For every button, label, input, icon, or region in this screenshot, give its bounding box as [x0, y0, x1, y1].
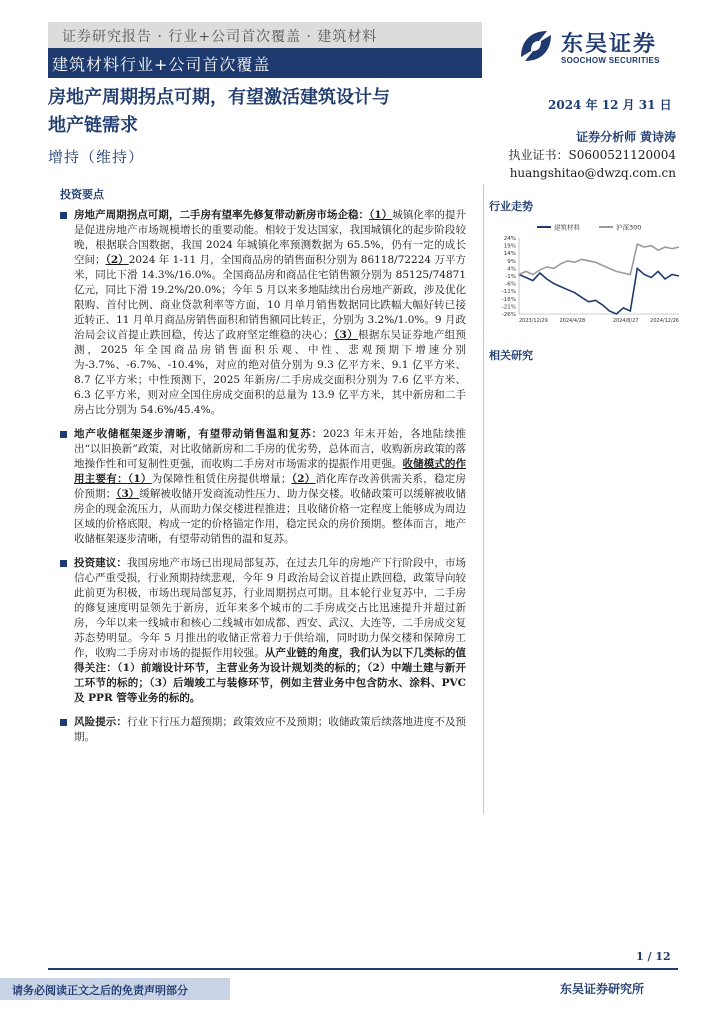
logo-mark-icon — [517, 27, 555, 65]
header-title-bar — [48, 48, 482, 78]
section-highlights: 投资要点 — [60, 188, 104, 201]
y-tick-label: 14% — [503, 251, 516, 258]
y-tick-label: -16% — [501, 296, 516, 303]
trend-chart-svg — [489, 218, 685, 330]
disclaimer-bar — [0, 978, 230, 1000]
report-title — [48, 84, 488, 140]
x-tick-label: 2024/12/26 — [650, 318, 679, 324]
y-tick-label: -6% — [505, 281, 516, 288]
header-category-bar — [48, 22, 482, 48]
page-number: 1 / 12 — [636, 950, 671, 963]
y-tick-label: 19% — [503, 243, 516, 250]
report-date: 2024 年 12 月 31 日 — [548, 98, 672, 112]
series-line-2 — [519, 244, 679, 274]
y-tick-label: -26% — [501, 312, 516, 318]
section-trend: 行业走势 — [489, 200, 533, 213]
paragraph-market-cycle: 房地产周期拐点可期，二手房有望率先修复带动新房市场企稳：（1）城镇化率的提升是促进房地产市场规模增长的重要动能。相较于发达国家，我国城镇化的起步阶段较晚，根据联合国数据，我国 2024 年城镇化率预测数据为 65.5%，仍有一定的成长空间；（2）2024 年 1-11 月，全国商品房的销售面积分别为 86118/72224 万平方米，同比下滑 14.3%/16.0%。全国商品房和商品住宅销售额分别为 85125/74871 亿元，同比下滑 19.2%/20.0%；今年 5 月以来多地陆续出台房地产新政，涉及优化限购、首付比例、商业贷款利率等方面，10 月单月销售数据同比跌幅大幅好转已接近转正、11 月单月商品房销售面积和销售额同比转正，分别为 3.2%/1.0%。9 月政治局会议首提止跌回稳，传达了政府坚定维稳的决心；（3）根据东吴证券地产组预测，2025 年全国商品房销售面积乐观、中性、悲观预期下增速分别为-3.7%、-6.7%、-10.4%，对应的绝对值分别为 9.3 亿平方米、9.1 亿平方米、8.7 亿平方米；中性预测下，2025 年新房/二手房成交面积分别为 7.6 亿平方米、6.3 亿平方米，则对应全国住房成交面积的总量为 13.9 亿平方米，其中新房和二手房占比分别为 54.6%/45.4%。 — [60, 208, 466, 418]
paragraph-risk: 风险提示：行业下行压力超预期；政策效应不及预期；收储政策后续落地进度不及预期。 — [60, 715, 466, 745]
bullet-square-icon — [60, 719, 67, 726]
cert-label: 执业证书： — [508, 148, 569, 162]
legend-label: 建筑材料 — [554, 223, 580, 232]
logo-name-cn: 东吴证券 — [561, 31, 658, 57]
disclaimer-text: 请务必阅读正文之后的免责声明部分 — [12, 984, 188, 997]
logo-name-en: SOOCHOW SECURITIES — [561, 56, 660, 65]
legend-label: 沪深300 — [616, 223, 642, 232]
report-title-line1: 房地产周期拐点可期，有望激活建筑设计与 — [48, 87, 390, 108]
y-tick-label: 24% — [503, 236, 516, 242]
trend-chart — [489, 218, 685, 330]
x-tick-label: 2024/8/27 — [612, 318, 639, 324]
bullet-square-icon — [60, 212, 67, 219]
x-tick-label: 2023/12/29 — [519, 318, 548, 324]
main-content — [60, 208, 466, 754]
institute-name: 东吴证券研究所 — [560, 982, 645, 996]
y-tick-label: -1% — [505, 274, 516, 280]
column-divider — [483, 184, 484, 814]
header-category: 证券研究报告 · 行业+公司首次覆盖 · 建筑材料 — [62, 29, 378, 45]
analyst-name: 黄诗涛 — [639, 130, 676, 144]
y-tick-label: 9% — [507, 258, 516, 265]
y-tick-label: 4% — [507, 266, 516, 273]
report-title-line2: 地产链需求 — [48, 115, 138, 136]
paragraph-storage-policy: 地产收储框架逐步清晰，有望带动销售温和复苏：2023 年末开始，各地陆续推出“以旧换新”政策，对比收储新房和二手房的优劣势，总体而言，收购新房政策的落地操作性和可复制性更强，而收购二手房对市场需求的提振作用更强。收储模式的作用主要有：（1）为保障性租赁住房提供增量；（2）消化库存改善供需关系，稳定房价预期；（3）缓解被收储开发商流动性压力、助力保交楼。收储政策可以缓解被收储房企的现金流压力，从而助力保交楼进程推进；且收储价格一定程度上能够成为周边区域的价格底限，构成一定的价格锚定作用，稳定民众的房价预期。整体而言，地产收储框架逐步清晰，有望带动销售的温和复苏。 — [60, 427, 466, 547]
cert-number: S0600521120004 — [568, 148, 676, 162]
y-tick-label: -11% — [501, 289, 516, 296]
analyst-info — [500, 128, 676, 182]
series-line-1 — [519, 268, 679, 314]
analyst-label: 证券分析师 — [576, 130, 637, 144]
footer-divider — [48, 968, 678, 970]
bullet-square-icon — [60, 431, 67, 438]
header-title: 建筑材料行业+公司首次覆盖 — [52, 55, 271, 74]
company-logo — [517, 27, 677, 69]
analyst-email[interactable]: huangshitao@dwzq.com.cn — [509, 166, 676, 180]
x-tick-label: 2024/4/28 — [559, 318, 586, 324]
analyst-line — [500, 128, 676, 146]
section-related: 相关研究 — [489, 349, 533, 362]
y-tick-label: -21% — [501, 304, 516, 311]
bullet-square-icon — [60, 560, 67, 567]
cert-line — [500, 146, 676, 164]
rating: 增持（维持） — [48, 148, 145, 166]
paragraph-investment-advice: 投资建议：我国房地产市场已出现局部复苏，在过去几年的房地产下行阶段中，市场信心严重受损，行业预期持续悲观，今年 9 月政治局会议首提止跌回稳，政策导向较此前更为积极，市场出现局部复苏，行业周期拐点可期。且本轮行业复苏中，二手房的修复速度明显领先于新房，近年来多个城市的二手房成交占比迅速提升并超过新房，今年以来一线城市和核心二线城市如成都、西安、武汉、大连等，二手房成交复苏态势明显。今年 5 月推出的收储正常着力于供给端，同时助力保交楼和保障房工作，收购二手房对市场的提振作用较强。从产业链的角度，我们认为以下几类标的值得关注：（1）前端设计环节，主营业务为设计规划类的标的；（2）中端土建与新开工环节的标的；（3）后端竣工与装修环节，例如主营业务中包含防水、涂料、PVC 及 PPR 管等业务的标的。 — [60, 556, 466, 706]
